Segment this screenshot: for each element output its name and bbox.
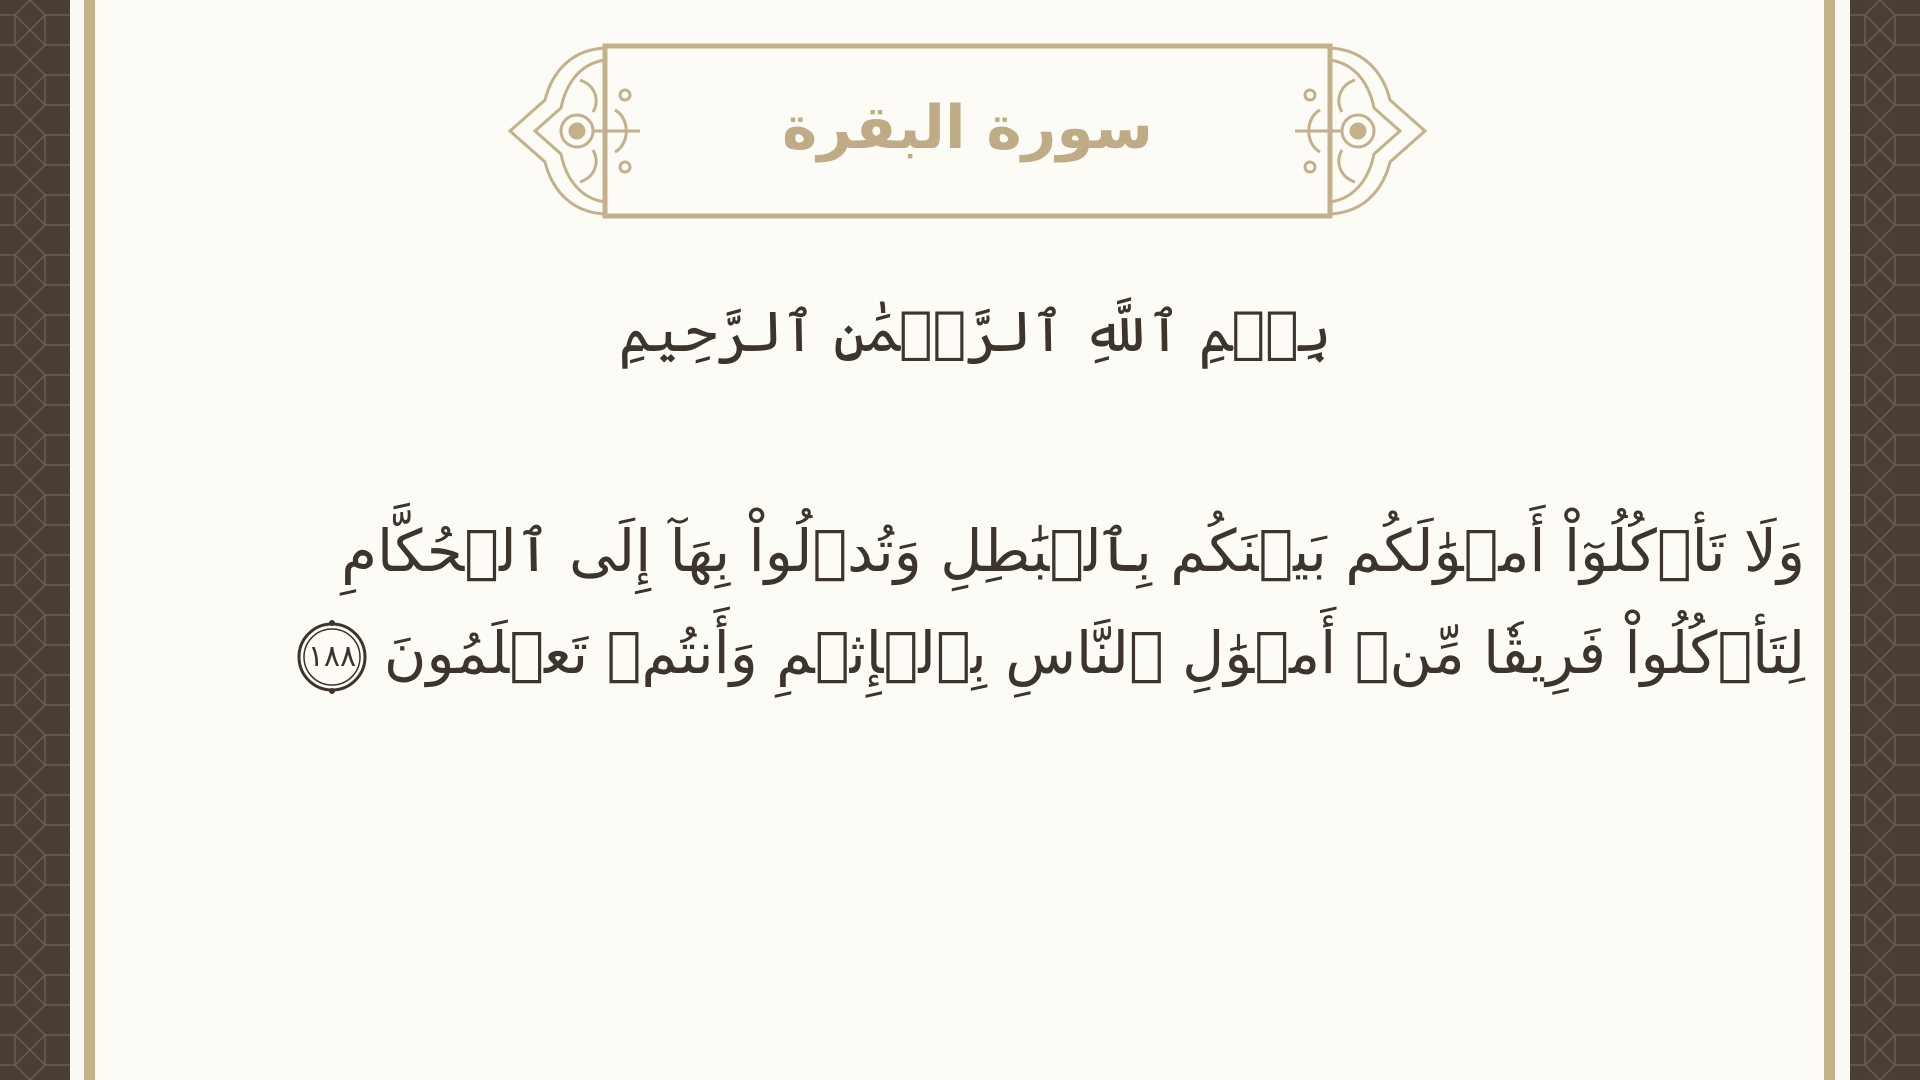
verse-line-2 <box>307 602 1805 704</box>
verse-text <box>307 500 1805 704</box>
right-gold-rule <box>1824 0 1835 1080</box>
basmala: بِسۡمِ ٱللَّهِ ٱلرَّحۡمَٰنِ ٱلرَّحِيمِ <box>618 299 1332 365</box>
verse-line-1: وَلَا تَأۡكُلُوٓاْ أَمۡوَٰلَكُم بَيۡنَكُم بِٱلۡبَٰطِلِ وَتُدۡلُواْ بِهَآ إِلَى ٱلۡحُكَّامِ <box>341 517 1805 585</box>
ayah-end-marker <box>294 619 370 695</box>
left-gold-rule <box>84 0 95 1080</box>
left-margin <box>70 0 84 1080</box>
right-patterned-border <box>1850 0 1920 1080</box>
right-margin <box>1835 0 1850 1080</box>
left-patterned-border <box>0 0 70 1080</box>
page-content <box>95 0 1835 1080</box>
surah-header-banner <box>505 40 1430 230</box>
verse-line-2-text: لِتَأۡكُلُواْ فَرِيقٗا مِّنۡ أَمۡوَٰلِ ٱلنَّاسِ بِٱلۡإِثۡمِ وَأَنتُمۡ تَعۡلَمُونَ <box>383 619 1805 687</box>
surah-title: سورة البقرة <box>782 92 1153 163</box>
ayah-number: ١٨٨ <box>307 638 357 674</box>
